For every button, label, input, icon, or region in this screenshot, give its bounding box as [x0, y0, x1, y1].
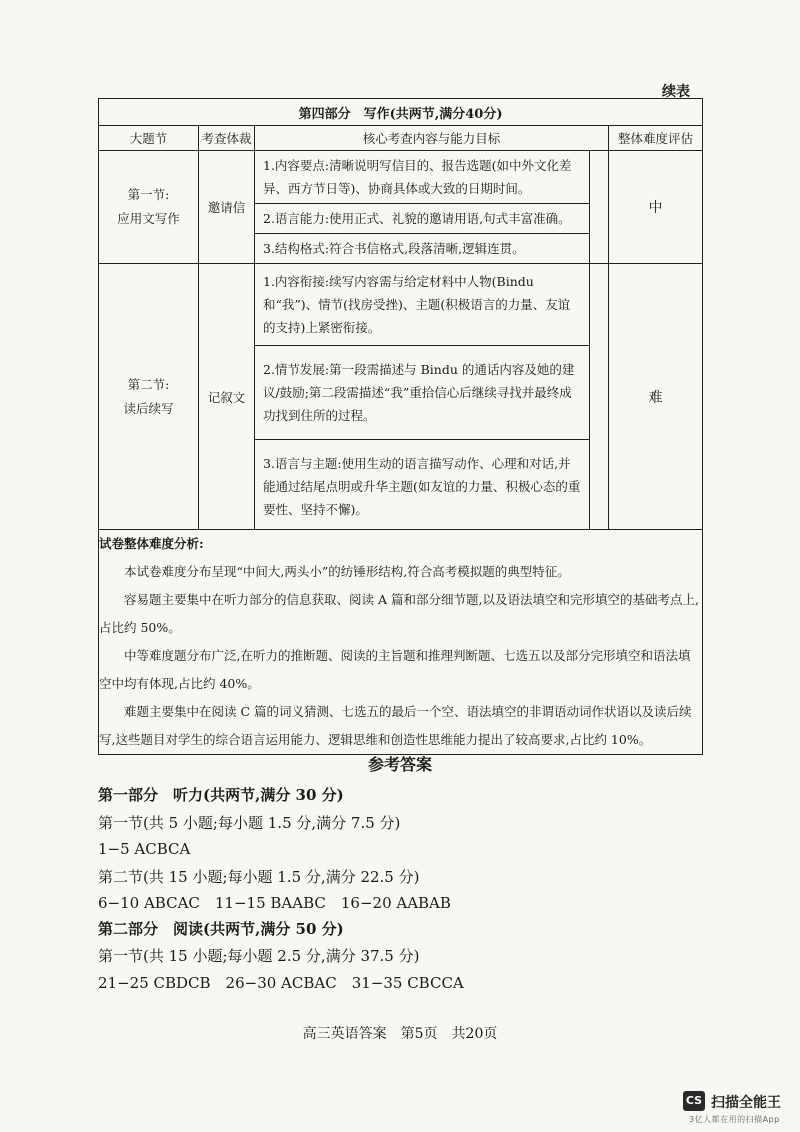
- table-row: [99, 264, 703, 530]
- answer-line: 第一节(共 15 小题;每小题 2.5 分,满分 37.5 分): [98, 947, 420, 965]
- answer-line: 第二部分 阅读(共两节,满分 50 分): [98, 920, 344, 938]
- analysis-title: 试卷整体难度分析:: [99, 536, 204, 551]
- table-row: [99, 151, 703, 264]
- answer-line: 1−5 ACBCA: [98, 840, 191, 858]
- header-difficulty: 整体难度评估: [609, 126, 703, 151]
- answers-title: 参考答案: [367, 755, 432, 774]
- header-genre: 考查体裁: [199, 126, 255, 151]
- goal-item: 3.结构格式:符合书信格式,段落清晰,逻辑连贯。: [255, 234, 590, 263]
- watermark-subtitle: 3亿人都在用的扫描App: [689, 1115, 780, 1124]
- answer-line: 6−10 ABCAC 11−15 BAABC 16−20 AABAB: [98, 894, 451, 912]
- section-genre: 邀请信: [199, 151, 255, 264]
- analysis-paragraph: 难题主要集中在阅读 C 篇的词义猜测、七选五的最后一个空、语法填空的非谓语动词作状语以及读后续写,这些题目对学生的综合语言运用能力、逻辑思维和创造性思维能力提出了较高要求,占比约 10%。: [99, 704, 692, 747]
- analysis-paragraph: 中等难度题分布广泛,在听力的推断题、阅读的主旨题和推理判断题、七选五以及部分完形填空和语法填空中均有体现,占比约 40%。: [99, 648, 691, 691]
- answer-line: 第一部分 听力(共两节,满分 30 分): [98, 786, 344, 804]
- difficulty-analysis: [99, 530, 703, 755]
- camscanner-logo-icon: CS: [683, 1091, 705, 1111]
- header-goals: 核心考查内容与能力目标: [255, 126, 609, 151]
- header-section: 大题节: [99, 126, 199, 151]
- section-name: 第一节: 应用文写作: [99, 151, 199, 264]
- watermark-name: 扫描全能王: [711, 1095, 781, 1111]
- section-goals: [255, 151, 609, 264]
- goal-item: 2.语言能力:使用正式、礼貌的邀请用语,句式丰富准确。: [255, 204, 590, 234]
- section-genre: 记叙文: [199, 264, 255, 530]
- goal-item: 2.情节发展:第一段需描述与 Bindu 的通话内容及她的建议/鼓励;第二段需描述“我”重拾信心后继续寻找并最终成功找到住所的过程。: [255, 346, 590, 440]
- analysis-paragraph: 容易题主要集中在听力部分的信息获取、阅读 A 篇和部分细节题,以及语法填空和完形填空的基础考点上,占比约 50%。: [99, 592, 699, 635]
- goal-item: 1.内容衔接:续写内容需与给定材料中人物(Bindu 和“我”)、情节(找房受挫)、主题(积极语言的力量、友谊的支持)上紧密衔接。: [255, 264, 590, 346]
- answer-line: 第一节(共 5 小题;每小题 1.5 分,满分 7.5 分): [98, 814, 401, 832]
- section-goals: [255, 264, 609, 530]
- goal-item: 1.内容要点:清晰说明写信目的、报告选题(如中外文化差异、西方节日等)、协商具体或大致的日期时间。: [255, 151, 590, 204]
- answer-line: 21−25 CBDCB 26−30 ACBAC 31−35 CBCCA: [98, 974, 464, 992]
- goal-item: 3.语言与主题:使用生动的语言描写动作、心理和对话,并能通过结尾点明或升华主题(如友谊的力量、积极心态的重要性、坚持不懈)。: [255, 440, 590, 529]
- continued-label: 续表: [662, 84, 690, 100]
- analysis-paragraph: 本试卷难度分布呈现“中间大,两头小”的纺锤形结构,符合高考模拟题的典型特征。: [124, 564, 570, 579]
- section-difficulty: 难: [609, 264, 703, 530]
- answer-line: 第二节(共 15 小题;每小题 1.5 分,满分 22.5 分): [98, 868, 420, 886]
- section-difficulty: 中: [609, 151, 703, 264]
- section-name: 第二节: 读后续写: [99, 264, 199, 530]
- writing-spec-table: [98, 98, 703, 755]
- table-title: 第四部分 写作(共两节,满分40分): [99, 99, 703, 126]
- page-footer: 高三英语答案 第5页 共20页: [302, 1026, 498, 1042]
